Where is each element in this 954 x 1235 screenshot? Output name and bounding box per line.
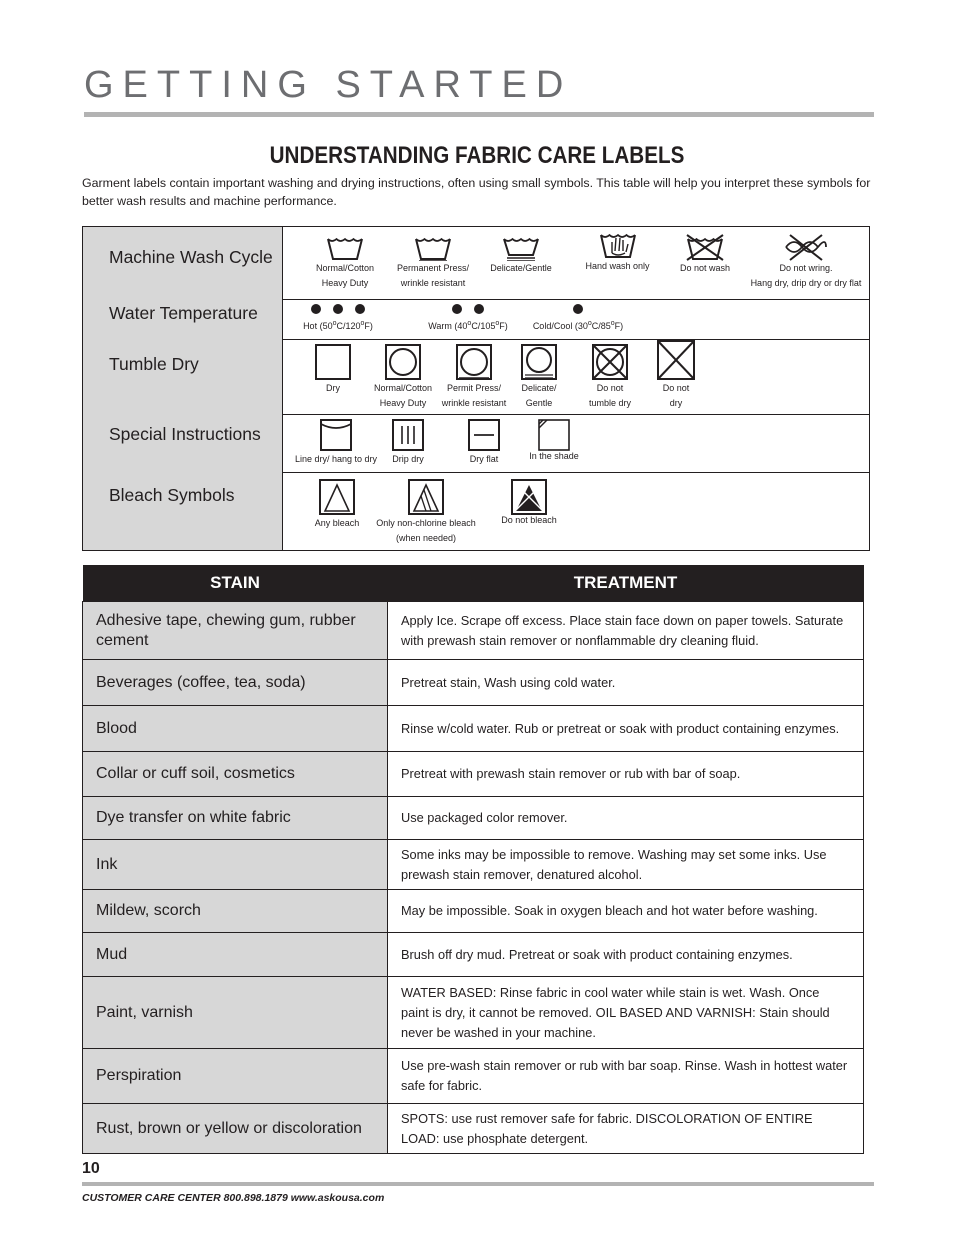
table-row: [83, 752, 864, 797]
non-chlorine-bleach-icon: [371, 478, 481, 546]
stain-cell: Collar or cuff soil, cosmetics: [83, 752, 388, 797]
care-row-label: Tumble Dry: [109, 354, 199, 374]
line-dry-icon: [288, 418, 384, 467]
stain-cell: Rust, brown or yellow or discoloration: [83, 1104, 388, 1154]
drip-dry-icon: [383, 418, 433, 467]
do-not-tumble-dry-icon: [580, 343, 640, 411]
symbol-caption: Normal/Cotton: [373, 383, 433, 393]
care-row-bleach: [83, 472, 869, 550]
footer-divider: [82, 1182, 874, 1186]
symbol-caption: Do not: [596, 383, 624, 393]
care-row-label: Bleach Symbols: [109, 485, 235, 505]
care-row-label: Special Instructions: [109, 424, 261, 444]
stain-cell: Adhesive tape, chewing gum, rubber cement: [83, 602, 388, 660]
symbol-caption: Normal/Cotton: [315, 263, 375, 273]
table-row: [83, 977, 864, 1049]
care-row-label: Machine Wash Cycle: [109, 247, 273, 267]
treatment-cell: Rinse w/cold water. Rub or pretreat or soak with product containing enzymes.: [388, 706, 864, 752]
care-row-label: Water Temperature: [109, 303, 258, 323]
treatment-cell: Apply Ice. Scrape off excess. Place stain face down on paper towels. Saturate with prewash stain remover or nonflammable dry cleaning fluid.: [388, 602, 864, 660]
do-not-wash-icon: [666, 233, 744, 276]
three-dots-icon: [293, 302, 383, 334]
symbol-caption: Drip dry: [392, 454, 424, 464]
symbol-caption: Gentle: [525, 398, 553, 408]
care-row-tumble-dry: [83, 339, 869, 415]
washtub-delicate-icon: [481, 233, 561, 276]
symbol-caption: Do not wring.: [779, 263, 833, 273]
treatment-cell: Pretreat with prewash stain remover or rub with bar of soap.: [388, 752, 864, 797]
symbol-caption: Hot (50$^o$C/120$^o$F): [303, 320, 373, 331]
stain-cell: Beverages (coffee, tea, soda): [83, 660, 388, 706]
stain-cell: Ink: [83, 840, 388, 890]
symbol-caption: Any bleach: [314, 518, 360, 528]
treatment-cell: Use packaged color remover.: [388, 797, 864, 840]
stain-treatment-table: [82, 565, 864, 1154]
tumble-dry-delicate-icon: [510, 343, 568, 411]
symbol-caption: Delicate/Gentle: [490, 263, 552, 273]
washtub-permanent-press-icon: [388, 233, 478, 291]
column-header-treatment: TREATMENT: [388, 565, 864, 602]
treatment-cell: May be impossible. Soak in oxygen bleach and hot water before washing.: [388, 890, 864, 933]
stain-cell: Dye transfer on white fabric: [83, 797, 388, 840]
symbol-caption: Do not wash: [679, 263, 731, 273]
symbol-caption: Only non-chlorine bleach: [376, 518, 476, 528]
table-row: [83, 933, 864, 977]
footer-contact: CUSTOMER CARE CENTER 800.898.1879 www.askousa.com: [82, 1192, 385, 1204]
treatment-cell: Brush off dry mud. Pretreat or soak with product containing enzymes.: [388, 933, 864, 977]
symbol-caption: Cold/Cool (30$^o$C/85$^o$F): [532, 320, 624, 331]
do-not-wring-icon: [745, 233, 867, 291]
table-row: [83, 706, 864, 752]
intro-paragraph: Garment labels contain important washing and drying instructions, often using small symbols. This table will help you interpret these symbols for better wash results and machine performance.: [82, 176, 871, 208]
symbol-caption: Delicate/: [521, 383, 557, 393]
tumble-dry-permanent-press-icon: [436, 343, 512, 411]
one-dot-icon: [528, 302, 628, 334]
table-row: [83, 840, 864, 890]
symbol-caption: Permit Press/: [446, 383, 501, 393]
stain-cell: Blood: [83, 706, 388, 752]
dry-flat-icon: [459, 418, 509, 467]
stain-cell: Paint, varnish: [83, 977, 388, 1049]
page-number: 10: [82, 1160, 100, 1177]
care-label-table: [82, 226, 870, 551]
table-row: [83, 797, 864, 840]
stain-cell: Mud: [83, 933, 388, 977]
symbol-caption: dry: [669, 398, 683, 408]
treatment-cell: Pretreat stain, Wash using cold water.: [388, 660, 864, 706]
page-title: GETTING STARTED: [84, 64, 573, 106]
table-header-row: [83, 565, 864, 602]
symbol-caption: (when needed): [395, 533, 457, 543]
symbol-caption: Heavy Duty: [321, 278, 369, 288]
tumble-dry-normal-icon: [368, 343, 438, 411]
symbol-caption: In the shade: [529, 451, 579, 461]
table-row: [83, 1049, 864, 1104]
washtub-normal-icon: [305, 233, 385, 291]
symbol-caption: Warm (40$^o$C/105$^o$F): [428, 320, 508, 331]
care-row-water-temperature: [83, 299, 869, 340]
symbol-caption: Do not: [662, 383, 690, 393]
symbol-caption: Dry flat: [469, 454, 499, 464]
stain-cell: Perspiration: [83, 1049, 388, 1104]
table-row: [83, 890, 864, 933]
symbol-caption: wrinkle resistant: [400, 278, 466, 288]
table-row: [83, 602, 864, 660]
symbol-caption: Line dry/ hang to dry: [294, 454, 378, 464]
do-not-bleach-icon: [495, 478, 563, 528]
symbol-caption: Hand wash only: [585, 261, 650, 271]
treatment-cell: SPOTS: use rust remover safe for fabric. DISCOLORATION OF ENTIRE LOAD: use phosphate detergent.: [388, 1104, 864, 1154]
treatment-cell: WATER BASED: Rinse fabric in cool water while stain is wet. Wash. Once paint is dry, it cannot be removed. OIL BASED AND VARNISH: Stain should never be washed in your machine.: [388, 977, 864, 1049]
symbol-caption: Dry: [326, 383, 340, 393]
treatment-cell: Use pre-wash stain remover or rub with bar soap. Rinse. Wash in hottest water safe for fabric.: [388, 1049, 864, 1104]
two-dots-icon: [418, 302, 518, 334]
symbol-caption: Hang dry, drip dry or dry flat: [750, 278, 862, 288]
symbol-caption: Heavy Duty: [379, 398, 427, 408]
care-row-machine-wash: [83, 227, 869, 300]
table-row: [83, 660, 864, 706]
symbol-caption: tumble dry: [588, 398, 632, 408]
stain-cell: Mildew, scorch: [83, 890, 388, 933]
table-row: [83, 1104, 864, 1154]
care-row-special-instructions: [83, 414, 869, 473]
section-title: UNDERSTANDING FABRIC CARE LABELS: [269, 142, 685, 169]
symbol-caption: Do not bleach: [501, 515, 557, 525]
dry-square-icon: [309, 343, 357, 396]
do-not-dry-icon: [651, 339, 701, 411]
any-bleach-icon: [307, 478, 367, 531]
symbol-caption: wrinkle resistant: [441, 398, 507, 408]
title-divider: [84, 112, 874, 117]
dry-in-shade-icon: [523, 418, 585, 464]
column-header-stain: STAIN: [83, 565, 388, 602]
hand-wash-icon: [575, 229, 660, 274]
treatment-cell: Some inks may be impossible to remove. Washing may set some inks. Use prewash stain remover, denatured alcohol.: [388, 840, 864, 890]
symbol-caption: Permanent Press/: [396, 263, 470, 273]
